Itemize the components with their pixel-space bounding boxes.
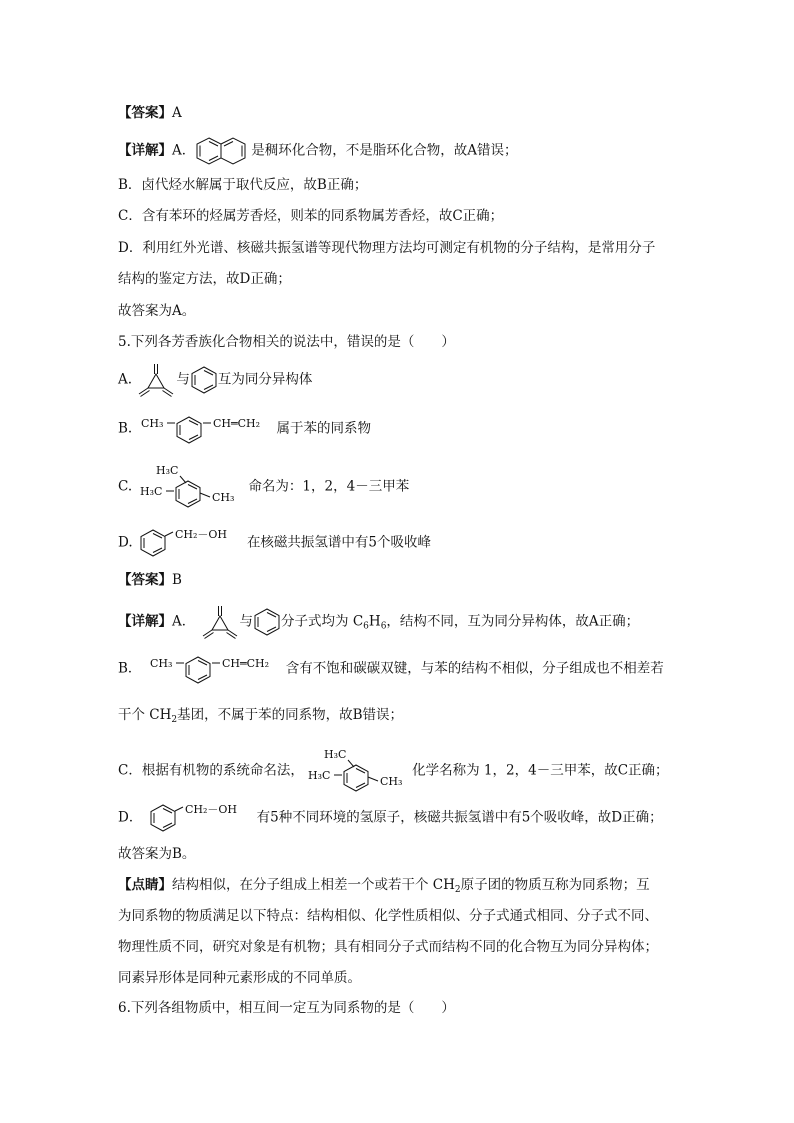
benzyl-alcohol-structure	[137, 528, 247, 558]
q5-conclusion: 故答案为B。	[118, 846, 196, 862]
h3c-left-label-2: H₃C	[308, 769, 331, 782]
h3c-left-label: H₃C	[140, 485, 163, 498]
ch3-label-2: CH₃	[149, 657, 173, 670]
trimethylenecyclopropane-structure-2	[200, 604, 240, 640]
q5-option-a: A. 与 互为同分异构体	[118, 362, 312, 398]
q5-tip-line3: 物理性质不同，研究对象是有机物；具有相同分子式而结构不同的化合物互为同分异构体；	[118, 939, 658, 955]
q4-detail-c: C．含有苯环的烃属芳香烃，则苯的同系物属芳香烃，故C正确；	[118, 208, 504, 224]
q5-option-c: C. H₃C H₃C CH₃ 命名为：1，2，4－三甲苯	[118, 463, 409, 511]
q4-detail-b: B．卤代烃水解属于取代反应，故B正确；	[118, 177, 368, 193]
ch3-right-label: CH₃	[212, 491, 235, 504]
q5-tip-line1: 【点睛】结构相似，在分子组成上相差一个或若干个 $CH_2$原子团的物质互称为同系物；互	[118, 877, 650, 895]
vinyl-label-2: CH═CH₂	[221, 657, 269, 670]
ch3-label: CH₃	[140, 417, 163, 430]
q4-detail-d-line2: 结构的鉴定方法，故D正确；	[118, 271, 291, 287]
q5-detail-a: 【详解】A． 与 分子式均为 $C_6H_6$，结构不同，互为同分异构体，故A正确；	[118, 604, 639, 640]
benzene-structure-2	[253, 608, 281, 636]
q5-stem: 5.下列各芳香族化合物相关的说法中，错误的是（ ）	[118, 334, 455, 350]
q4-answer: 【答案】A	[118, 105, 182, 121]
q5-detail-d: D． CH₂－OH 有5种不同环境的氢原子，核磁共振氢谱中有5个吸收峰，故D正确；	[118, 803, 663, 833]
methylstyrene-structure	[137, 414, 277, 444]
ch3-right-label-2: CH₃	[380, 775, 403, 788]
q4-conclusion: 故答案为A。	[118, 303, 196, 319]
benzyl-alcohol-structure-2	[147, 803, 257, 833]
q5-option-b: B. CH₃ CH═CH₂ 属于苯的同系物	[118, 414, 371, 444]
q5-detail-b: B． CH₃ CH═CH₂ 含有不饱和碳碳双键，与苯的结构不相似，分子组成也不相差若	[118, 654, 664, 684]
q5-answer: 【答案】B	[118, 572, 182, 588]
methylstyrene-structure-2	[146, 654, 286, 684]
q5-option-d: D. CH₂－OH 在核磁共振氢谱中有5个吸收峰	[118, 528, 431, 558]
trimethylenecyclopropane-structure	[136, 362, 176, 398]
vinyl-label: CH═CH₂	[212, 417, 260, 430]
h3c-top-label: H₃C	[156, 464, 179, 477]
ch2oh-label: CH₂－OH	[174, 528, 227, 541]
q5-tip-line4: 同素异形体是同种元素形成的不同单质。	[118, 970, 361, 986]
q5-detail-b-line2: 干个 $CH_2$基团，不属于苯的同系物，故B错误；	[118, 707, 404, 725]
q5-tip-line2: 为同系物的物质满足以下特点：结构相似、化学性质相似、分子式通式相同、分子式不同、	[118, 908, 658, 924]
h3c-top-label-2: H₃C	[324, 748, 347, 761]
q4-detail-a: 【详解】A． 是稠环化合物，不是脂环化合物，故A错误；	[118, 136, 518, 166]
benzene-structure	[190, 366, 218, 394]
q5-detail-c: C．根据有机物的系统命名法， H₃C H₃C CH₃ 化学名称为 1，2，4－三甲苯，故C正确；	[118, 747, 669, 795]
ch2oh-label-2: CH₂－OH	[184, 803, 237, 816]
q4-detail-d-line1: D．利用红外光谱、核磁共振氢谱等现代物理方法均可测定有机物的分子结构，是常用分子	[118, 240, 656, 256]
trimethylbenzene-structure-2	[308, 747, 412, 795]
naphthalene-structure	[195, 136, 251, 166]
trimethylbenzene-structure	[136, 463, 248, 511]
q6-stem: 6.下列各组物质中，相互间一定互为同系物的是（ ）	[118, 1000, 455, 1016]
